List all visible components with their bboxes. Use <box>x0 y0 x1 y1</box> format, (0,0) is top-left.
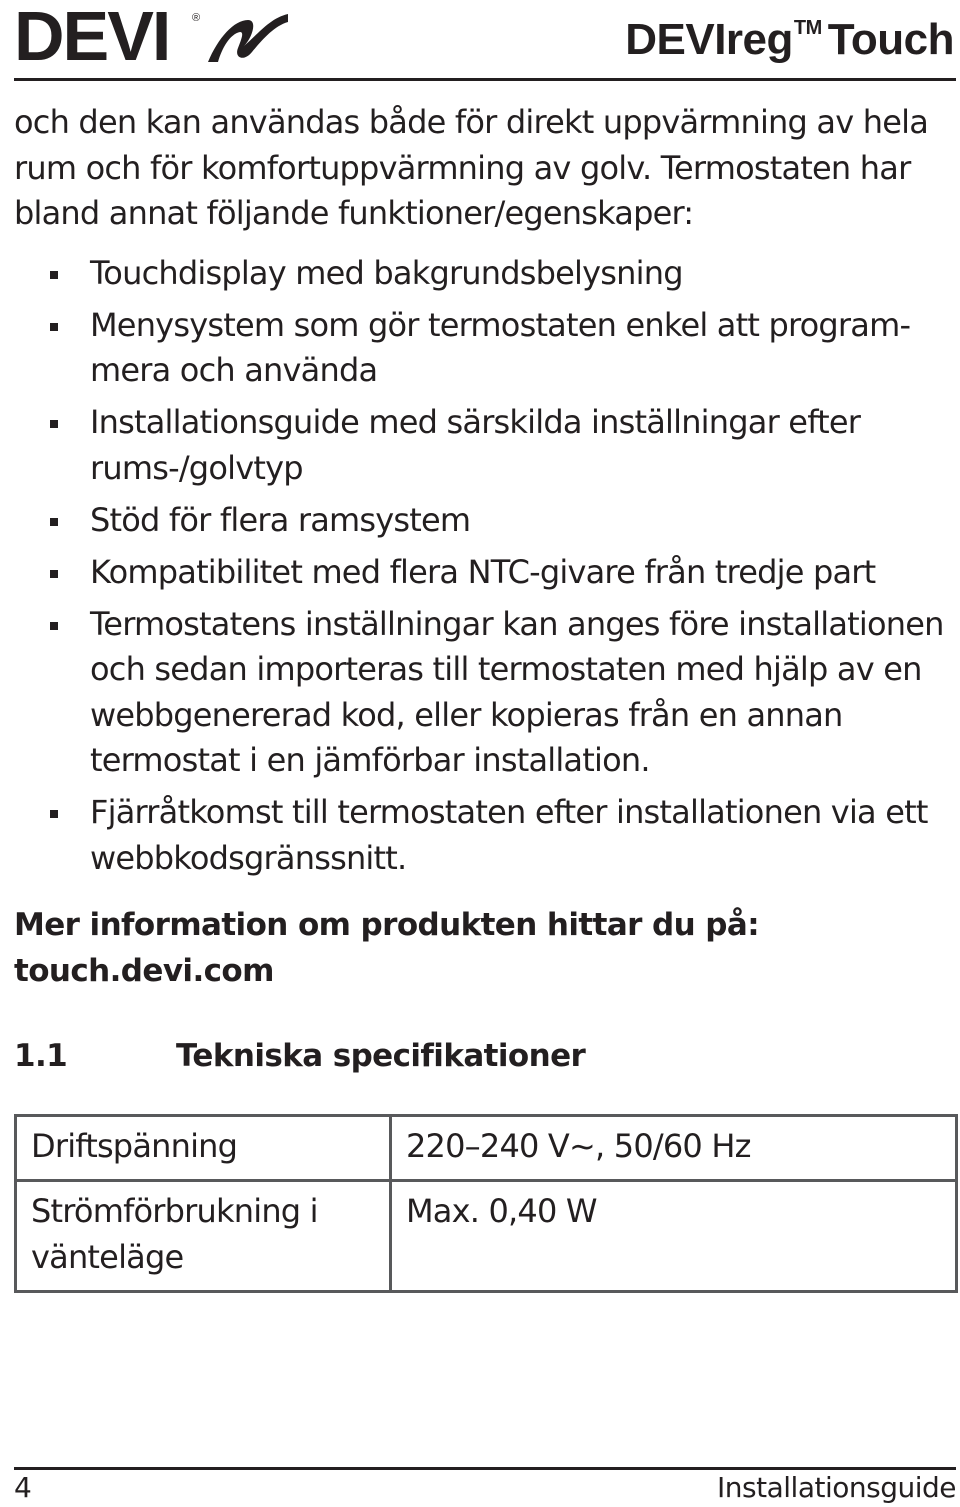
spec-label: Driftspänning <box>16 1116 391 1181</box>
table-row <box>16 1116 957 1181</box>
trademark-mark: TM <box>793 17 822 39</box>
feature-text: Kompatibilitet med flera NTC-givare från tredje part <box>90 552 876 591</box>
spec-value: Max. 0,40 W <box>391 1181 957 1292</box>
square-bullet-icon <box>50 323 58 331</box>
square-bullet-icon <box>50 420 58 428</box>
table-row <box>16 1181 957 1292</box>
list-item <box>14 303 954 394</box>
list-item <box>14 550 954 596</box>
section-heading <box>14 1034 954 1078</box>
square-bullet-icon <box>50 810 58 818</box>
devi-logo <box>14 0 280 75</box>
spec-table <box>14 1114 958 1293</box>
page-header <box>0 0 960 80</box>
list-item <box>14 251 954 297</box>
list-item <box>14 602 954 784</box>
product-title <box>625 2 954 66</box>
feature-list <box>14 251 954 882</box>
feature-text: Touchdisplay med bakgrundsbelysning <box>90 253 683 292</box>
feature-text: Fjärråtkomst till termostaten efter installationen via ett webbkodsgränssnitt. <box>90 793 928 877</box>
list-item <box>14 400 954 491</box>
spec-label: Strömförbrukning i vänteläge <box>16 1181 391 1292</box>
header-divider <box>14 78 956 81</box>
intro-paragraph: och den kan användas både för direkt uppvärmning av hela rum och för komfortuppvärmning av golv. Termostaten har bland annat följande funktioner/egenskaper: <box>14 103 928 232</box>
feature-text: Termostatens inställningar kan anges före installationen och sedan importeras till termostaten med hjälp av en webbgenererad kod, eller kopieras från en annan termostat i en jämförbar installation. <box>90 604 944 779</box>
page-number: 4 <box>14 1471 32 1504</box>
product-model: Touch <box>827 15 954 64</box>
feature-text: Installationsguide med särskilda inställningar efter rums-/golvtyp <box>90 403 861 487</box>
product-website-link[interactable]: touch.devi.com <box>14 952 274 989</box>
square-bullet-icon <box>50 271 58 279</box>
feature-text: Stöd för flera ramsystem <box>90 500 471 539</box>
section-title: Tekniska specifikationer <box>176 1038 586 1074</box>
page-body <box>14 100 954 1078</box>
logo-wordmark: DEVI <box>14 0 170 75</box>
more-info-block <box>14 903 954 994</box>
square-bullet-icon <box>50 622 58 630</box>
square-bullet-icon <box>50 518 58 526</box>
section-number: 1.1 <box>14 1038 68 1074</box>
list-item <box>14 498 954 544</box>
spec-value: 220–240 V~, 50/60 Hz <box>391 1116 957 1181</box>
registered-mark: ® <box>192 12 201 24</box>
feature-text: Menysystem som gör termostaten enkel att programmera och använda <box>90 305 912 389</box>
list-item <box>14 790 954 881</box>
square-bullet-icon <box>50 570 58 578</box>
document-type-label: Installationsguide <box>717 1471 956 1504</box>
more-info-label: Mer information om produkten hittar du på: <box>14 907 759 943</box>
devi-swirl-icon <box>204 8 292 66</box>
product-name: DEVIreg <box>625 15 793 64</box>
